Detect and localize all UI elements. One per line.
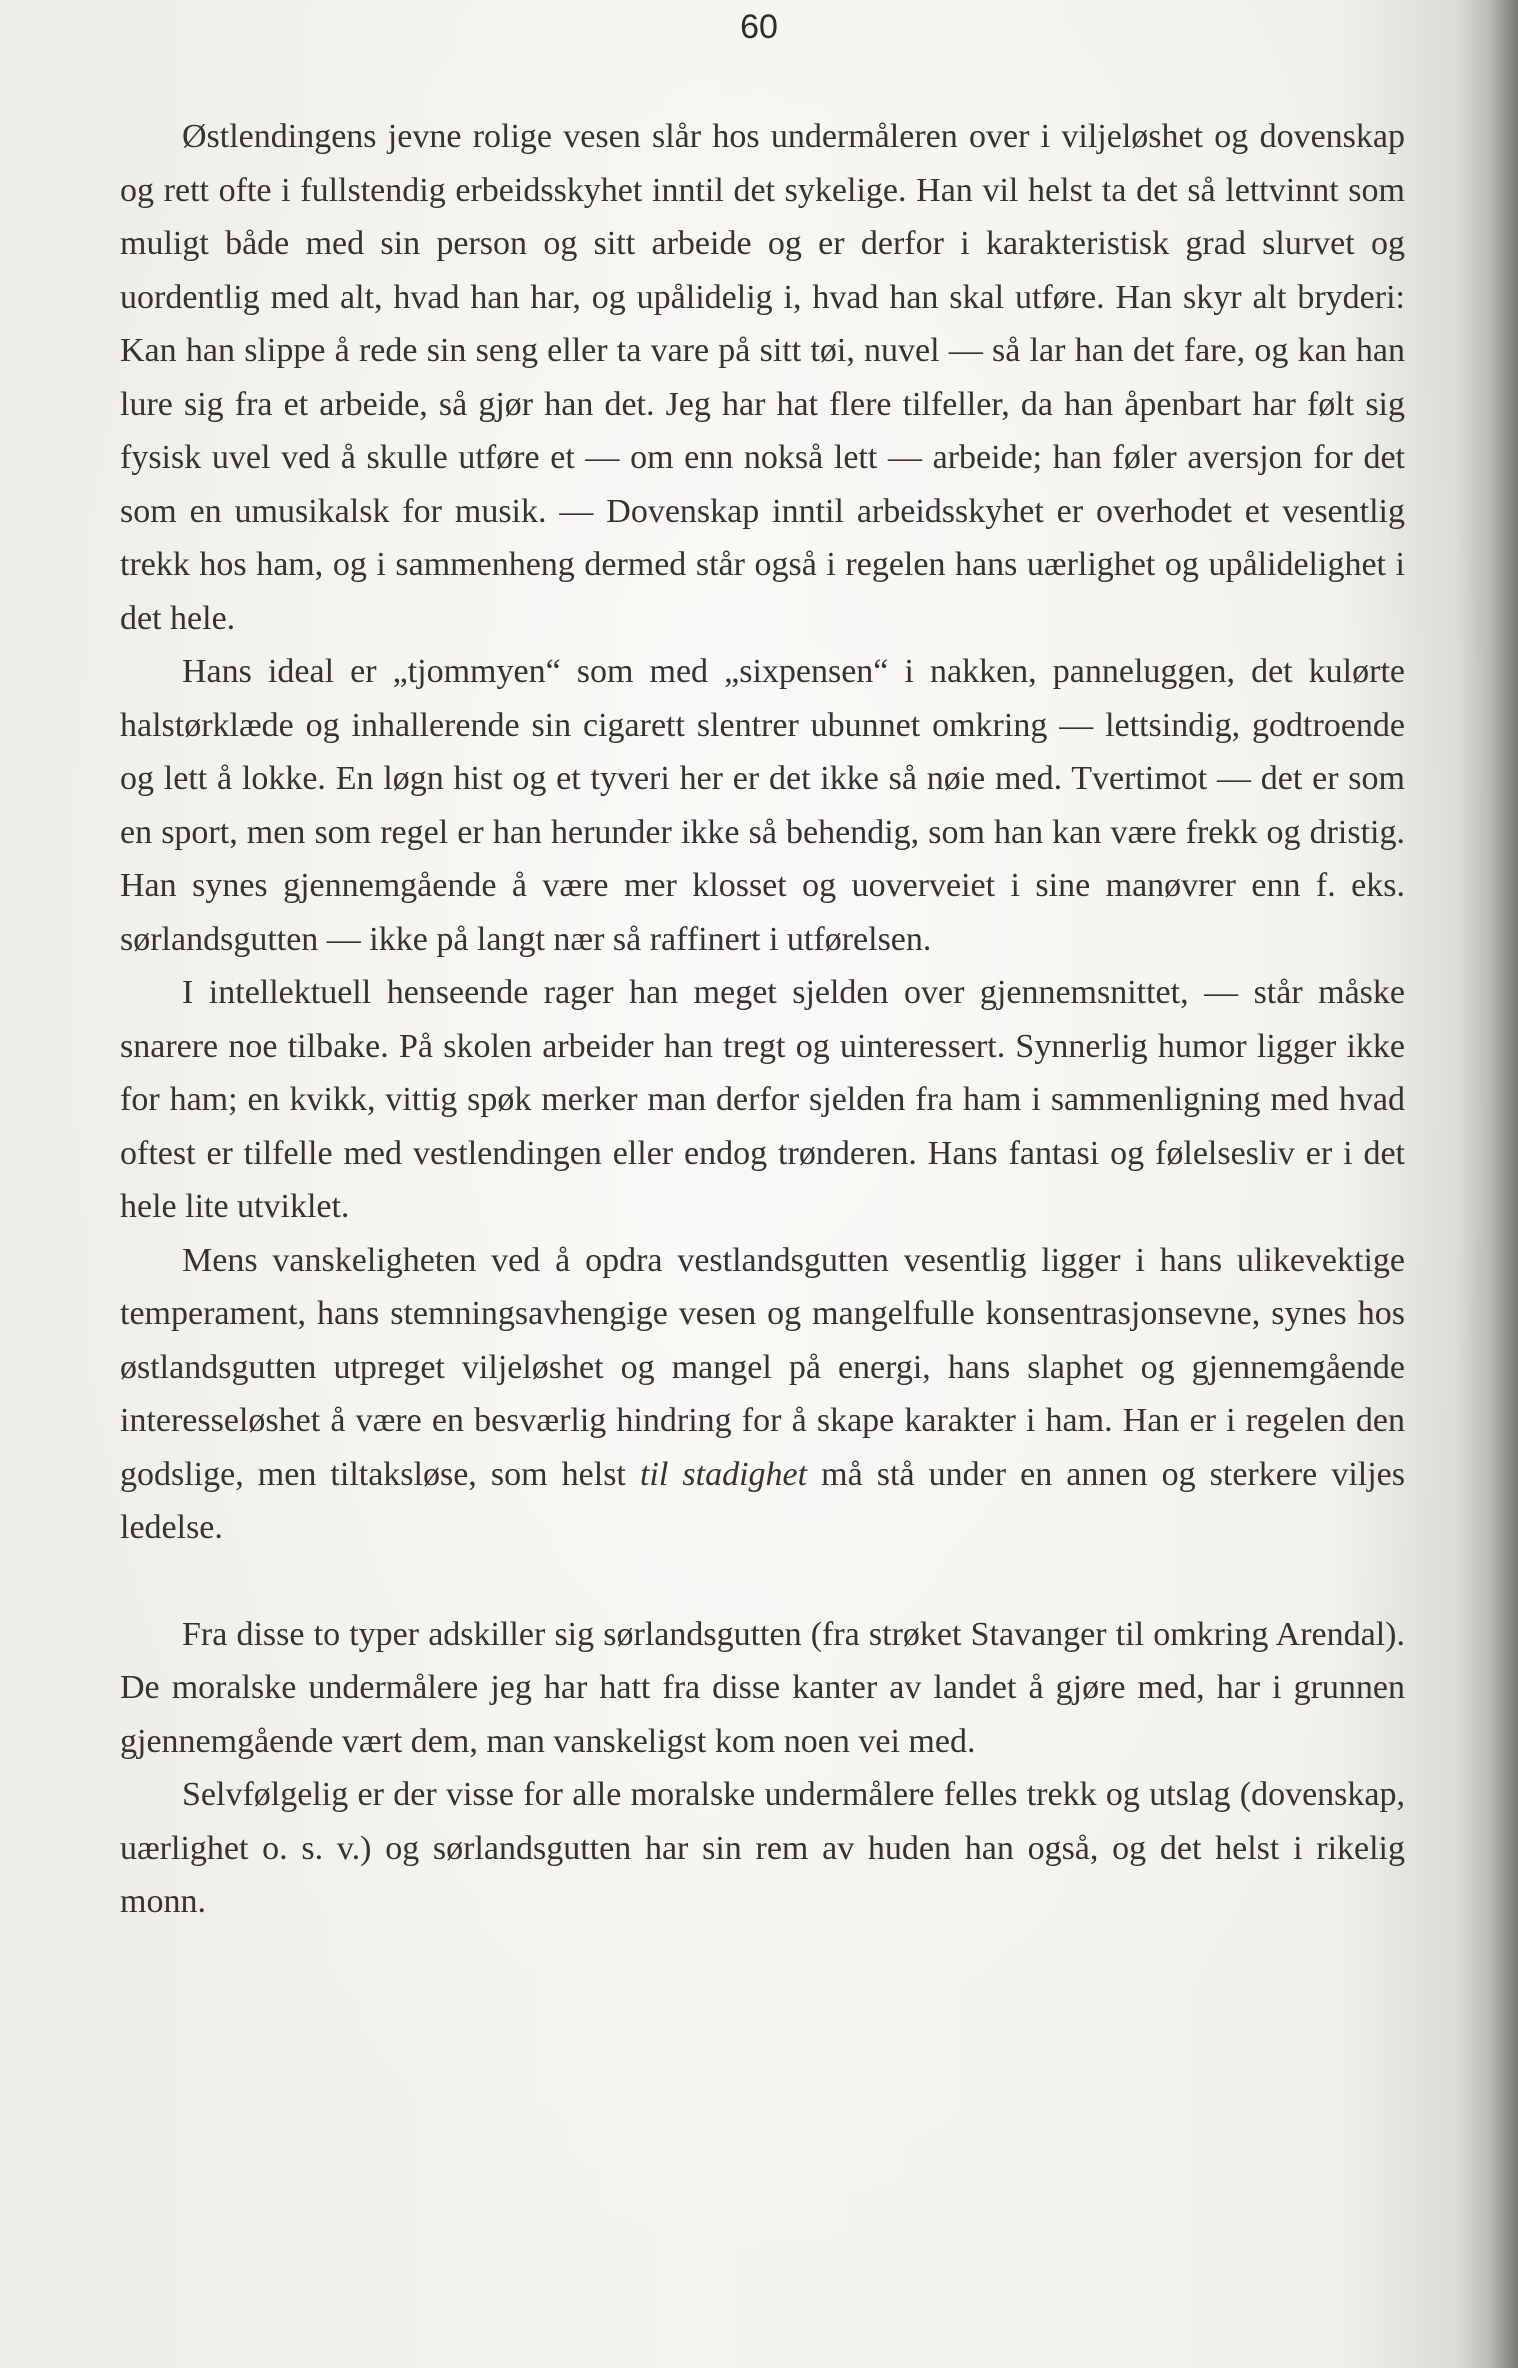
italic-emphasis: til stadighet <box>639 1455 808 1493</box>
paragraph-vanskeligheten <box>120 1234 1405 1555</box>
body-text <box>120 110 1405 1929</box>
page-number: 60 <box>740 8 778 46</box>
paragraph-sorlandsgutten: Fra disse to typer adskiller sig sørlandsgutten (fra strøket Stavanger til omkring Arendal). De moralske undermålere jeg har hatt fra disse kanter av landet å gjøre med, har i grunnen gjennemgående vært dem, man vanskeligst kom noen vei med. <box>120 1615 1405 1760</box>
paragraph-vanskeligheten-text-start: Mens vanskeligheten ved å opdra vestlandsgutten vesentlig ligger i hans ulikevektige temperament, hans stemningsavhengige vesen og mangelfulle konsentrasjonsevne, synes hos østlandsgutten utpreget viljeløshet og mangel på energi, hans slaphet og gjennemgående interesseløshet å være en besværlig hindring for å skape karakter i ham. Han er i regelen den godslige, men tiltaksløse, som helst <box>120 1241 1405 1493</box>
paragraph-ostlending-vesen: Østlendingens jevne rolige vesen slår hos undermåleren over i viljeløshet og dovenskap og rett ofte i fullstendig erbeidsskyhet inntil det sykelige. Han vil helst ta det så lettvinnt som muligt både med sin person og sitt arbeide og er derfor i karakteristisk grad slurvet og uordentlig med alt, hvad han har, og upålidelig i, hvad han skal utføre. Han skyr alt bryderi: Kan han slippe å rede sin seng eller ta vare på sitt tøi, nuvel — så lar han det fare, og kan han lure sig fra et arbeide, så gjør han det. Jeg har hat flere tilfeller, da han åpenbart har følt sig fysisk uvel ved å skulle utføre et — om enn nokså lett — arbeide; han føler aversjon for det som en umusikalsk for musik. — Dovenskap inntil arbeidsskyhet er overhodet et vesentlig trekk hos ham, og i sammenheng dermed står også i regelen hans uærlighet og upålidelighet i det hele. <box>120 118 1405 637</box>
paragraph-selvfolgelig: Selvfølgelig er der visse for alle moralske undermålere felles trekk og utslag (dovenskap, uærlighet o. s. v.) og sørlandsgutten har sin rem av huden han også, og det helst i rikelig monn. <box>120 1776 1405 1920</box>
paragraph-vanskeligheten-text-end: må stå under en annen og sterkere viljes ledelse. <box>120 1455 1406 1546</box>
page-edge-shadow <box>1490 0 1518 2368</box>
paragraph-hans-ideal: Hans ideal er „tjommyen“ som med „sixpensen“ i nakken, panneluggen, det kulørte halstørklæde og inhallerende sin cigarett slentrer ubunnet omkring — lettsindig, godtroende og lett å lokke. En løgn hist og et tyveri her er det ikke så nøie med. Tvertimot — det er som en sport, men som regel er han herunder ikke så behendig, som han kan være frekk og dristig. Han synes gjennemgående å være mer klosset og uoverveiet i sine manøvrer enn f. eks. sørlandsgutten — ikke på langt nær så raffinert i utførelsen. <box>120 653 1405 958</box>
paragraph-intellektuell: I intellektuell henseende rager han meget sjelden over gjennemsnittet, — står måske snarere noe tilbake. På skolen arbeider han tregt og uinteressert. Synnerlig humor ligger ikke for ham; en kvikk, vittig spøk merker man derfor sjelden fra ham i sammenligning med hvad oftest er tilfelle med vestlendingen eller endog trønderen. Hans fantasi og følelsesliv er i det hele lite utviklet. <box>120 974 1405 1225</box>
